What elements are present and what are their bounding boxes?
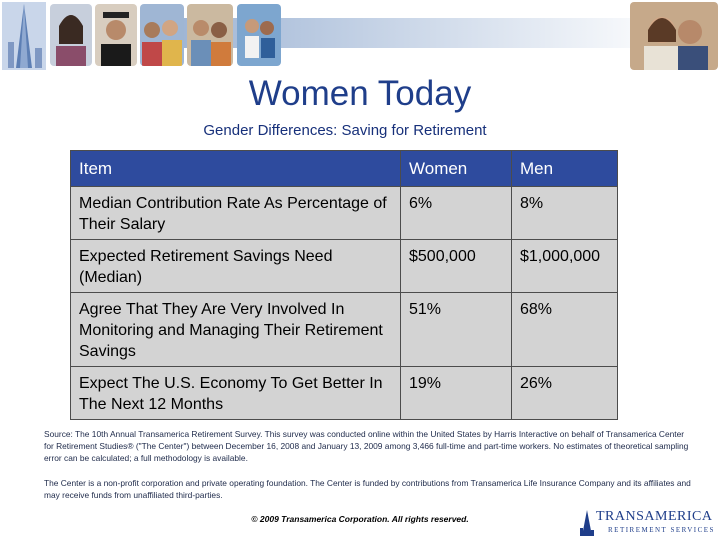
row-men-value: 26% <box>512 367 618 420</box>
page-subtitle: Gender Differences: Saving for Retirement <box>203 122 487 139</box>
center-disclaimer: The Center is a non-profit corporation and private operating foundation. The Center is funded by contributions from Transamerica Life Insurance Company and its affiliates and may receive funds from unaffiliated third-parties. <box>44 478 691 500</box>
pyramid-logo-icon <box>580 510 594 536</box>
gender-savings-table <box>70 150 618 420</box>
row-women-value: 19% <box>401 367 512 420</box>
photo-runners-icon <box>237 4 281 66</box>
photo-group-icon <box>140 4 184 66</box>
source-note: Source: The 10th Annual Transamerica Retirement Survey. This survey was conducted online within the United States by Harris Interactive on behalf of Transamerica Center for Retirement Studies® ("The Center") between December 16, 2008 and January 13, 2009 among 3,466 full-time and part-time workers. No estimates of theoretical sampling error can be calculated; a full methodology is available. <box>44 429 689 463</box>
table-row <box>71 187 618 240</box>
transamerica-logo <box>578 508 718 538</box>
table-row <box>71 293 618 367</box>
header-men: Men <box>512 151 618 187</box>
row-men-value: 8% <box>512 187 618 240</box>
logo-wordmark: TRANSAMERICA <box>596 509 713 524</box>
header-banner <box>0 0 720 70</box>
table-row <box>71 240 618 293</box>
row-item: Agree That They Are Very Involved In Monitoring and Managing Their Retirement Savings <box>71 293 401 367</box>
photo-couple-icon <box>630 2 718 70</box>
photo-family-icon <box>187 4 233 66</box>
pyramid-tower-icon <box>2 2 46 70</box>
header-item: Item <box>71 151 401 187</box>
row-women-value: $500,000 <box>401 240 512 293</box>
row-men-value: 68% <box>512 293 618 367</box>
row-men-value: $1,000,000 <box>512 240 618 293</box>
row-women-value: 51% <box>401 293 512 367</box>
page-title: Women Today <box>248 74 472 113</box>
copyright-notice: © 2009 Transamerica Corporation. All rights reserved. <box>251 514 469 524</box>
row-women-value: 6% <box>401 187 512 240</box>
photo-graduate-icon <box>95 4 137 66</box>
row-item: Expected Retirement Savings Need (Median) <box>71 240 401 293</box>
photo-woman-icon <box>50 4 92 66</box>
logo-subtitle: RETIREMENT SERVICES <box>608 526 715 534</box>
table-row <box>71 367 618 420</box>
row-item: Median Contribution Rate As Percentage of Their Salary <box>71 187 401 240</box>
row-item: Expect The U.S. Economy To Get Better In The Next 12 Months <box>71 367 401 420</box>
table-header-row <box>71 151 618 187</box>
header-women: Women <box>401 151 512 187</box>
